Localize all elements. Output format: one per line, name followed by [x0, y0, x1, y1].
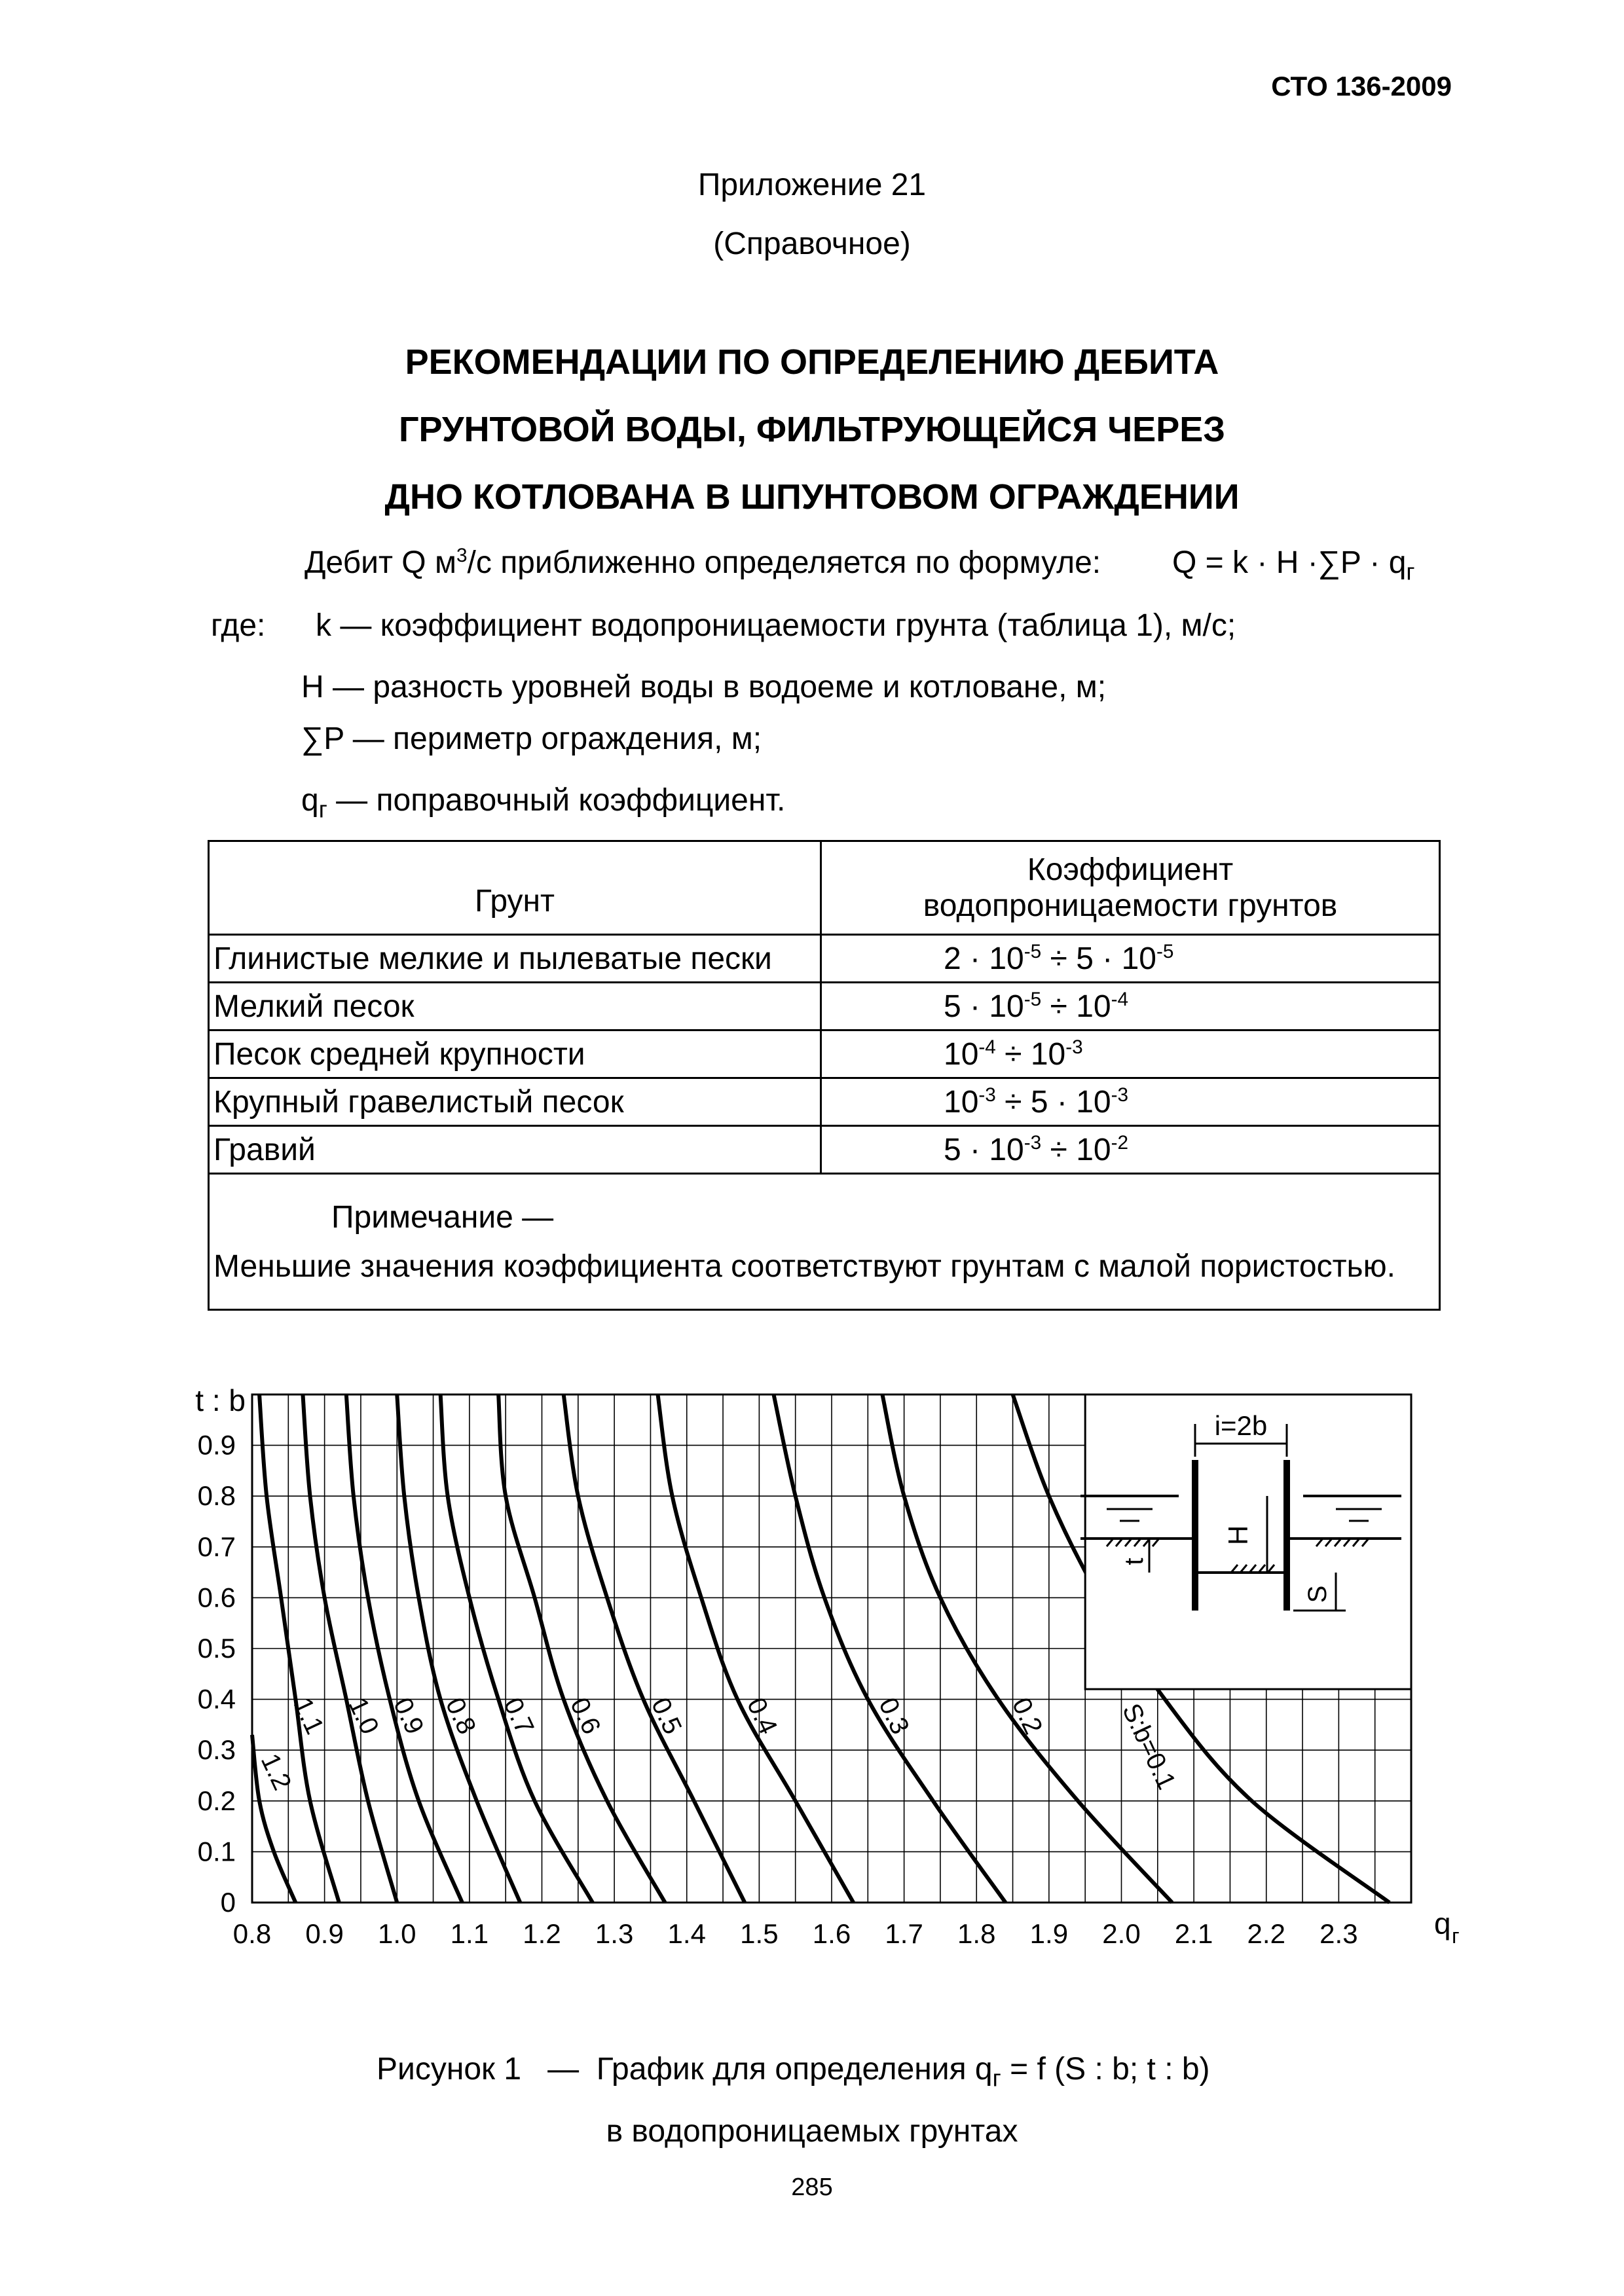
cell-value: $5 \cdot 10^{-3} \div 10^{-2}$: [821, 1126, 1440, 1174]
dimension-label: t: [1120, 1558, 1149, 1565]
dimension-label: H: [1223, 1525, 1253, 1546]
y-tick-label: 0.3: [197, 1734, 236, 1766]
x-tick-label: 1.0: [378, 1918, 416, 1949]
series-label: 0.4: [741, 1693, 783, 1739]
x-tick-label: 1.2: [523, 1918, 561, 1949]
header-soil: Грунт: [209, 841, 821, 935]
appendix-type: (Справочное): [713, 227, 911, 261]
x-tick-label: 1.7: [885, 1918, 923, 1949]
y-tick-label: 0.4: [197, 1683, 236, 1715]
y-tick-label: 0.7: [197, 1531, 236, 1562]
series-label: 0.6: [564, 1693, 606, 1739]
definition-p: ∑P — периметр ограждения, м;: [301, 721, 762, 756]
series-label: 0.5: [645, 1693, 688, 1739]
x-tick-label: 1.8: [957, 1918, 996, 1949]
formula: $Q = k \cdot H \cdot\sum P \cdot q_г$: [1172, 545, 1415, 585]
y-tick-label: 0.1: [197, 1836, 236, 1867]
cell-soil: Песок средней крупности: [209, 1030, 821, 1078]
x-tick-label: 2.2: [1247, 1918, 1285, 1949]
figure-caption-line-2: в водопроницаемых грунтах: [606, 2114, 1018, 2149]
appendix-title: Приложение 21: [697, 168, 927, 202]
series-label: 0.2: [1006, 1693, 1048, 1739]
doc-title-line-3: ДНО КОТЛОВАНА В ШПУНТОВОМ ОГРАЖДЕНИИ: [384, 477, 1240, 517]
y-tick-label: 0.8: [197, 1480, 236, 1512]
dimension-label: S: [1303, 1585, 1332, 1603]
series-label: 0.8: [439, 1693, 482, 1739]
page-number: 285: [791, 2174, 833, 2201]
intro-text: Дебит Q $м^3/с$ приближенно определяется по формуле:: [304, 545, 1101, 580]
y-tick-label: 0: [220, 1887, 236, 1918]
dimension-label: i=2b: [1214, 1410, 1268, 1441]
definition-q: $q_г$ — поправочный коэффициент.: [301, 783, 786, 823]
series-label: 1.1: [287, 1693, 329, 1739]
cell-value: $5 \cdot 10^{-5} \div 10^{-4}$: [821, 983, 1440, 1030]
series-label: 0.9: [388, 1693, 430, 1739]
header-coefficient: Коэффициент водопроницаемости грунтов: [821, 841, 1440, 935]
y-tick-label: 0.5: [197, 1633, 236, 1664]
x-tick-label: 1.1: [450, 1918, 489, 1949]
x-tick-label: 2.3: [1320, 1918, 1358, 1949]
standard-code: СТО 136-2009: [1271, 71, 1452, 101]
sheet-pile-diagram: [1080, 1394, 1411, 1689]
x-tick-label: 0.9: [305, 1918, 344, 1949]
series-label: 0.3: [873, 1693, 915, 1739]
x-tick-label: 1.6: [812, 1918, 851, 1949]
definition-h: H — разность уровней воды в водоеме и котловане, м;: [301, 670, 1107, 704]
y-tick-label: 0.9: [197, 1429, 236, 1461]
table-note: Примечание — Меньшие значения коэффициента соответствуют грунтам с малой пористостью.: [209, 1174, 1440, 1310]
series-label: 1.0: [342, 1693, 384, 1739]
y-tick-label: 0.2: [197, 1785, 236, 1816]
series-label: 1.2: [255, 1749, 297, 1795]
x-tick-label: 1.3: [595, 1918, 634, 1949]
cell-soil: Крупный гравелистый песок: [209, 1078, 821, 1126]
series-label: S:b=0.1: [1116, 1699, 1181, 1794]
x-tick-label: 1.4: [667, 1918, 706, 1949]
where-label: где:: [211, 608, 266, 643]
x-tick-label: 2.0: [1102, 1918, 1141, 1949]
doc-title-line-2: ГРУНТОВОЙ ВОДЫ, ФИЛЬТРУЮЩЕЙСЯ ЧЕРЕЗ: [398, 410, 1226, 449]
x-tick-label: 1.9: [1029, 1918, 1069, 1949]
figure-caption-line-1: Рисунок 1 — График для определения $q_г = f$ (S : b; t : b): [377, 2052, 1210, 2092]
y-tick-label: 0.6: [197, 1582, 236, 1613]
cell-soil: Мелкий песок: [209, 983, 821, 1030]
x-tick-label: 2.1: [1174, 1918, 1213, 1949]
cell-value: $10^{-4} \div 10^{-3}$: [821, 1030, 1440, 1078]
definition-k: k — коэффициент водопроницаемости грунта (таблица 1), м/с;: [316, 608, 1236, 643]
cell-value: $2 \cdot 10^{-5} \div 5 \cdot 10^{-5}$: [821, 935, 1440, 983]
cell-soil: Глинистые мелкие и пылеватые пески: [209, 935, 821, 983]
x-tick-label: 1.5: [740, 1918, 779, 1949]
cell-value: $10^{-3} \div 5 \cdot 10^{-3}$: [821, 1078, 1440, 1126]
series-label: 0.7: [498, 1693, 540, 1739]
x-axis-label: q: [1434, 1906, 1451, 1941]
x-tick-label: 0.8: [232, 1918, 272, 1949]
x-axis-label-subscript: г: [1452, 1924, 1460, 1948]
y-axis-label: t : b: [195, 1383, 246, 1417]
doc-title-line-1: РЕКОМЕНДАЦИИ ПО ОПРЕДЕЛЕНИЮ ДЕБИТА: [405, 342, 1219, 382]
cell-soil: Гравий: [209, 1126, 821, 1174]
